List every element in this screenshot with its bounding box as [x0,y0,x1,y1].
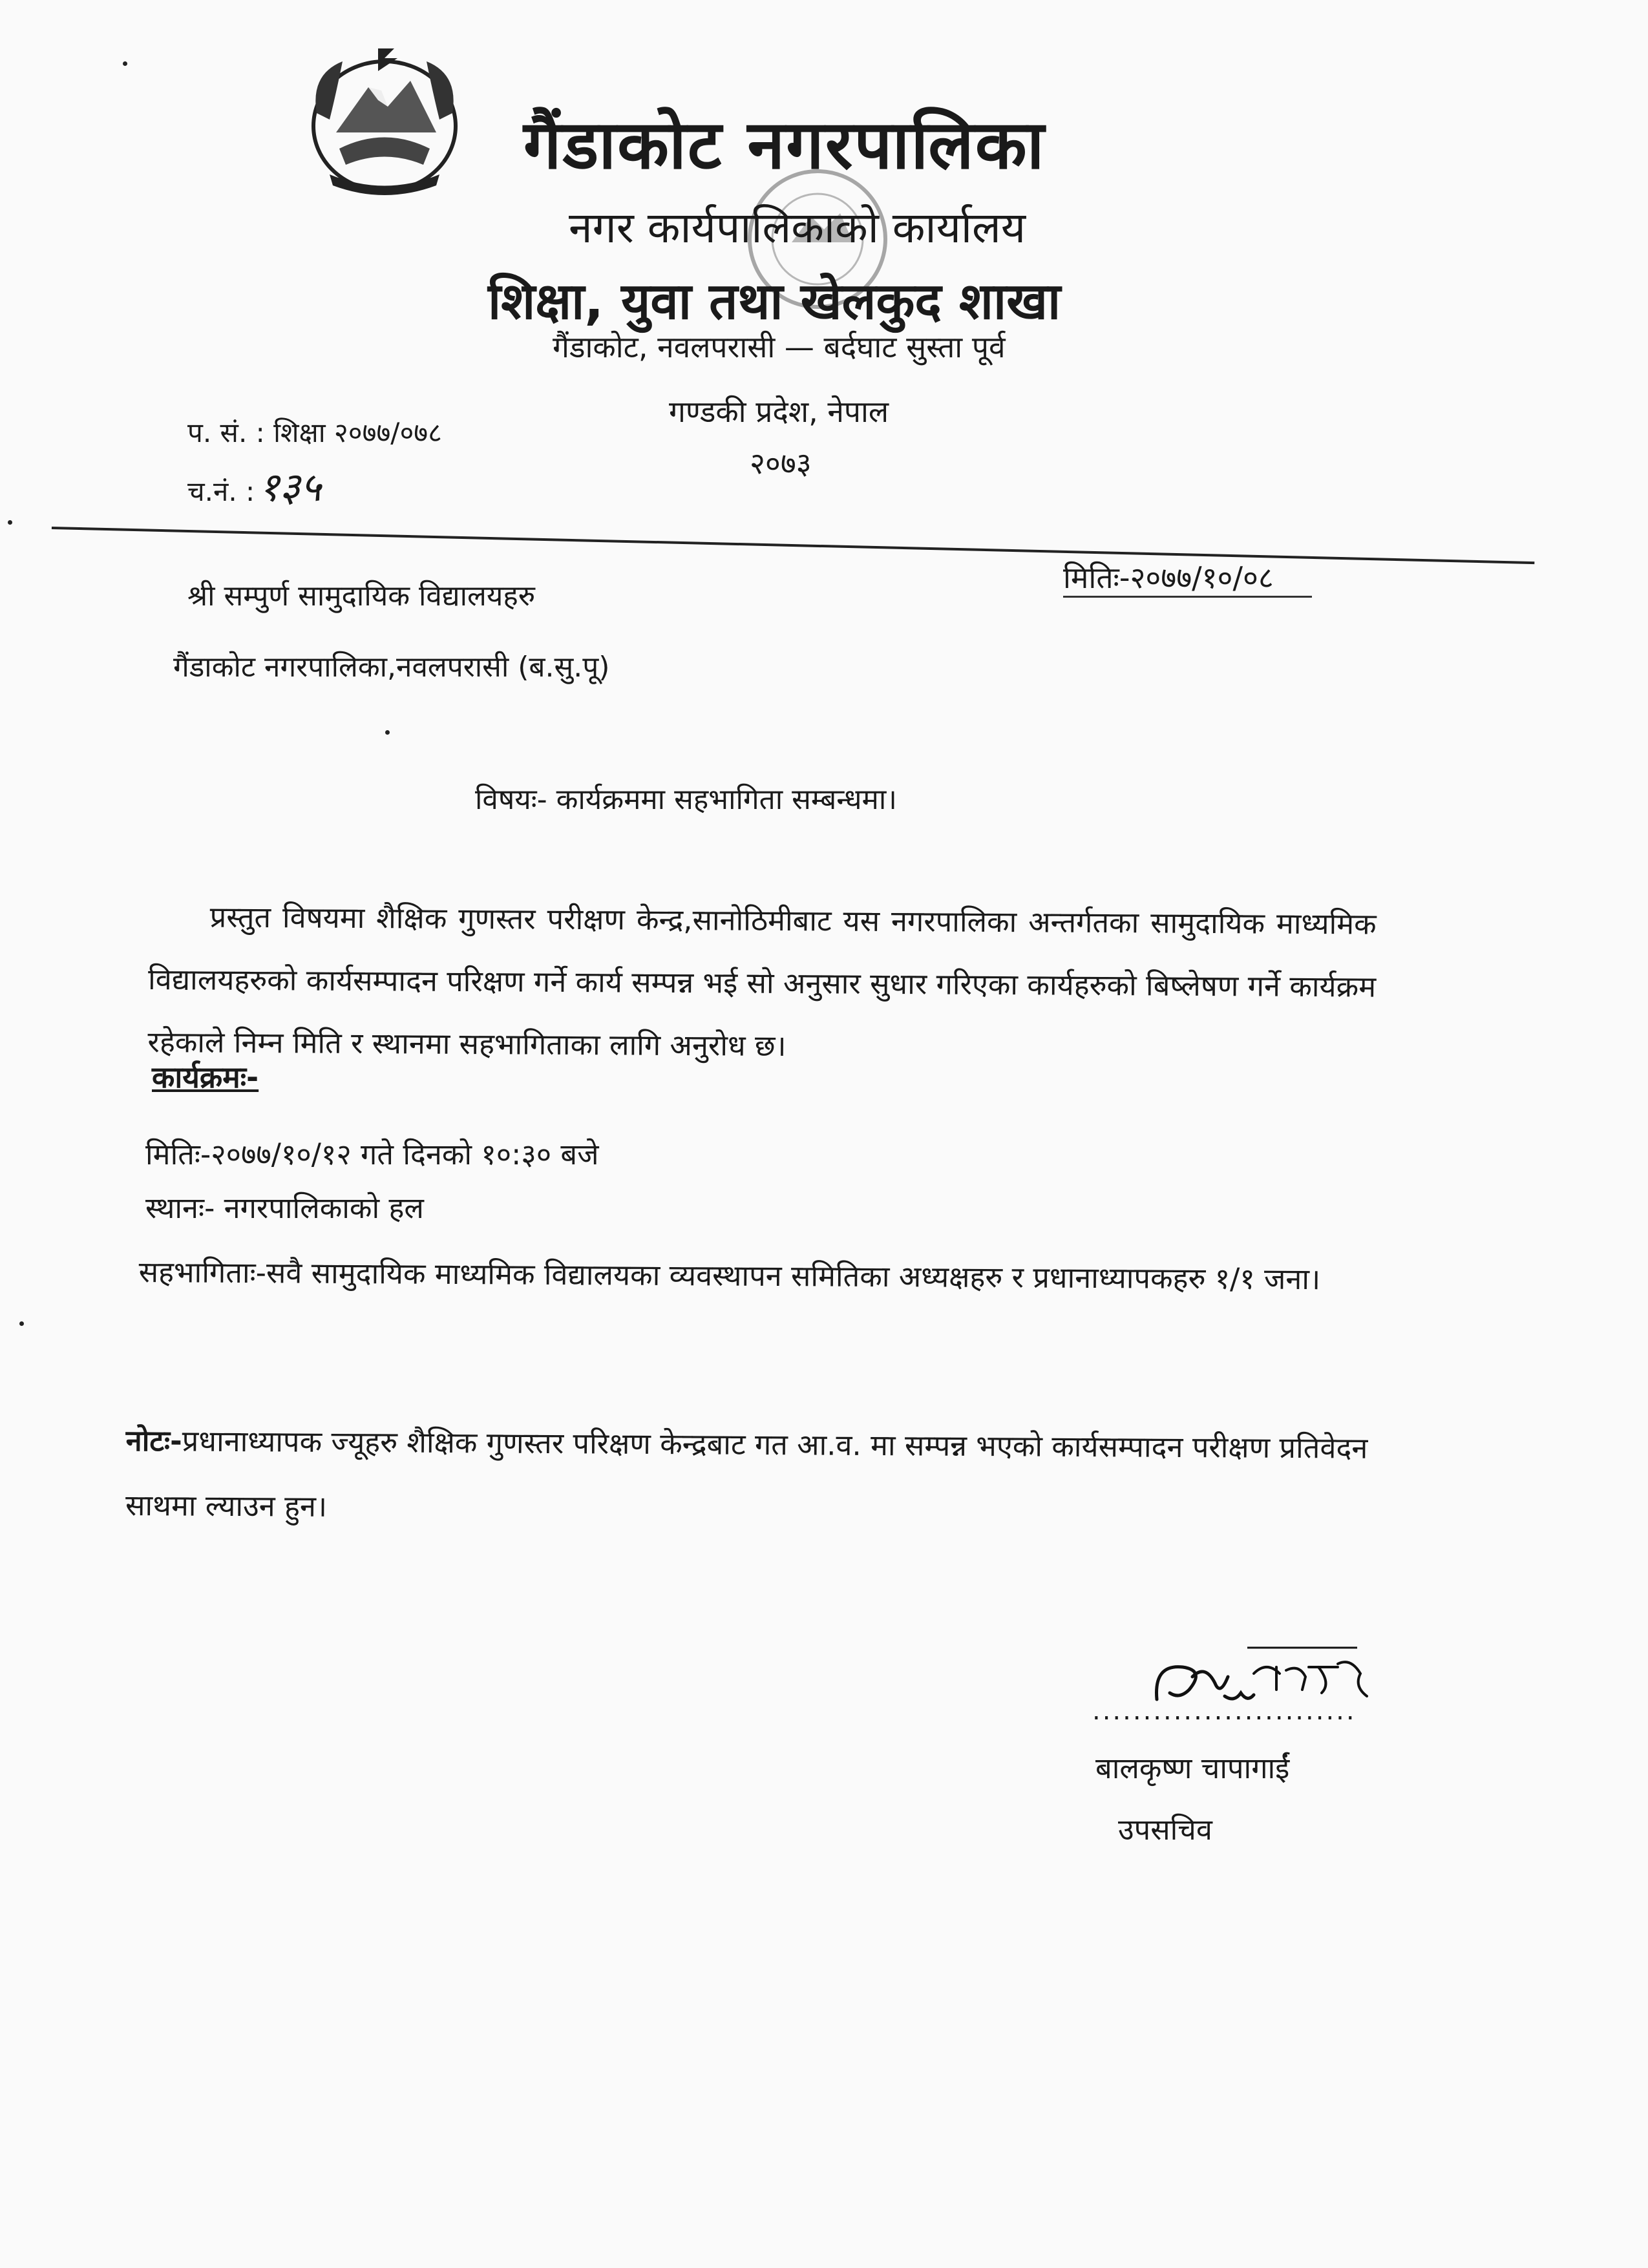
note-text: प्रधानाध्यापक ज्यूहरु शैक्षिक गुणस्तर परिक्षण केन्द्रबाट गत आ.व. मा सम्पन्न भएको कार्यसम्पादन परीक्षण प्रतिवेदन साथमा ल्याउन हुन। [125,1423,1368,1524]
programme-participants: सहभागिताः-सवै सामुदायिक माध्यमिक विद्यालयका व्यवस्थापन समितिका अध्यक्षहरु र प्रधानाध्यापकहरु १/१ जना। [138,1254,1321,1297]
branch-name: शिक्षा, युवा तथा खेलकुद शाखा [488,273,1061,331]
office-name: नगर कार्यपालिकाको कार्यालय [569,203,1026,253]
letter-date: मितिः-२०७७/१०/०८ [1063,560,1274,595]
signatory-name: बालकृष्ण चापागाईं [1095,1751,1290,1785]
letter-body: प्रस्तुत विषयमा शैक्षिक गुणस्तर परीक्षण केन्द्र,सानोठिमीबाट यस नगरपालिका अन्तर्गतका सामुदायिक माध्यमिक विद्यालयहरुको कार्यसम्पादन परिक्षण गर्ने कार्य सम्पन्न भई सो अनुसार सुधार गरिएका कार्यहरुको बिष्लेषण गर्ने कार्यक्रम रहेकाले निम्न मिति र स्थानमा सहभागिताका लागि अनुरोध छ। [147,899,1377,1064]
municipality-title: गैंडाकोट नगरपालिका [523,105,1046,184]
recipient-line-1: श्री सम्पुर्ण सामुदायिक विद्यालयहरु [187,580,536,613]
establishment-year: २०७३ [750,446,812,481]
letter-reference-number: प. सं. : शिक्षा २०७७/०७८ [187,417,442,448]
letter-note [125,1409,1386,1546]
scan-speck [123,61,127,66]
programme-date: मितिः-२०७७/१०/१२ गते दिनको १०:३० बजे [145,1137,599,1171]
nepal-emblem-icon [291,36,478,207]
scan-speck [19,1321,24,1326]
date-underline [1063,596,1312,598]
dispatch-number [187,459,321,513]
signatory-designation: उपसचिव [1118,1812,1212,1847]
office-province: गण्डकी प्रदेश, नेपाल [669,394,889,429]
programme-venue: स्थानः- नगरपालिकाको हल [145,1191,424,1225]
recipient-line-2: गैंडाकोट नगरपालिका,नवलपरासी (ब.सु.पू) [173,651,610,684]
letter-subject: विषयः- कार्यक्रममा सहभागिता सम्बन्धमा। [475,783,897,816]
dispatch-label: च.नं. : [187,476,255,507]
dispatch-number-value: १३५ [259,463,321,510]
scan-speck [8,520,12,525]
programme-heading: कार्यक्रमः- [152,1060,259,1095]
header-divider [52,527,1534,564]
signature-line: .......................... [1092,1696,1357,1726]
scan-speck [385,730,390,735]
office-address: गैंडाकोट, नवलपरासी — बर्दघाट सुस्ता पूर्व [553,330,1006,364]
note-label: नोटः- [125,1423,182,1458]
